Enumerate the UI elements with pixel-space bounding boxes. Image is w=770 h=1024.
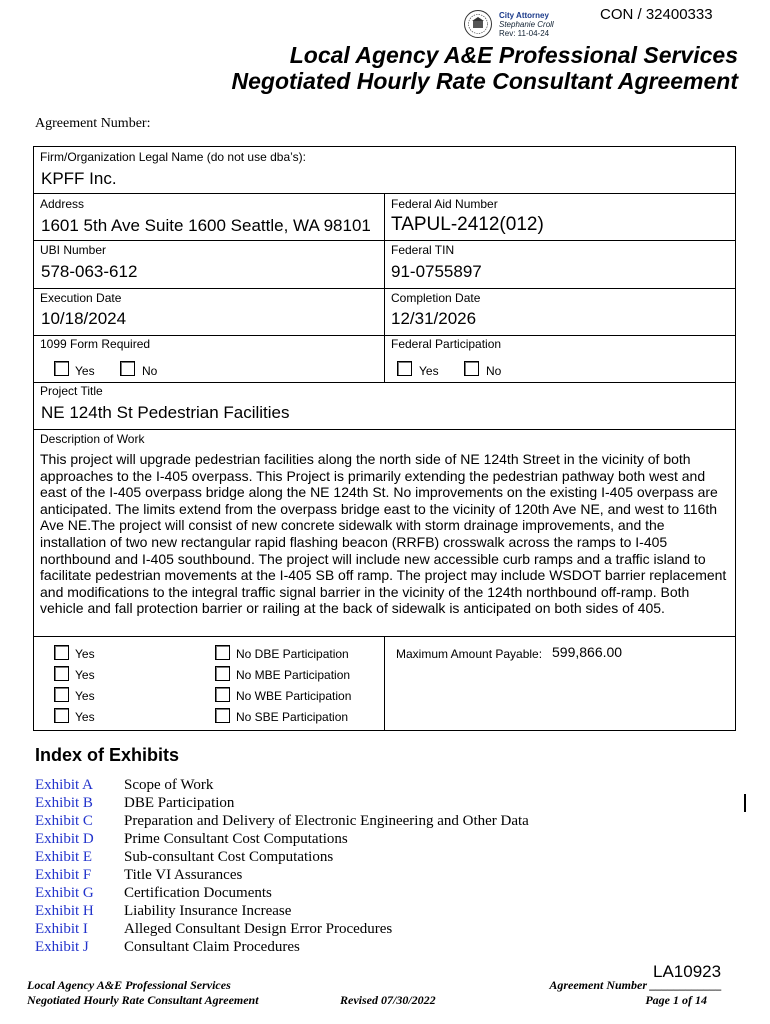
exhibit-b-title: DBE Participation: [124, 795, 235, 811]
firm-name-field[interactable]: KPFF Inc.: [41, 169, 117, 188]
execution-date-field[interactable]: 10/18/2024: [41, 309, 127, 328]
footer-agreement-number: Agreement Number ____________: [549, 978, 722, 992]
footer-title-line-2: Negotiated Hourly Rate Consultant Agreement: [27, 993, 259, 1007]
mbe-yes-checkbox[interactable]: [54, 666, 69, 681]
exhibit-c-link[interactable]: Exhibit C: [35, 813, 93, 829]
exhibit-a-title: Scope of Work: [124, 777, 214, 793]
exhibit-c-title: Preparation and Delivery of Electronic Engineering and Other Data: [124, 813, 529, 829]
description-field[interactable]: This project will upgrade pedestrian facilities along the north side of NE 124th Street in the vicinity of both approaches to the I-405 overpass. This Project is primarily extending the pedestrian pathway both west and east of the I-405 overpass bridge along the NE 124th St. No improvements on the existing I-405 overpass are anticipated. The limits extend from the overpass bridge east to the vicinity of 120th Ave NE, and west to 116th Ave NE.The project will consist of new concrete sidewalk with storm drainage improvements, and the installation of two new rectangular rapid flashing beacon (RRFB) crosswalk across the ramps to I-405 northbound and I-405 southbound. The project will include new accessible curb ramps and a traffic island to facilitate pedestrian movements at the I-405 SB off ramp. The project may include WSDOT barrier replacement and modifications to the integral traffic signal barrier in the vicinity of the 124th northbound off-ramp. Both vehicle and fall protection barrier or railing at the back of sidewalk is anticipated on both sides of 405.: [40, 451, 727, 617]
federal-participation-yes-label: Yes: [419, 364, 439, 378]
document-title-line-1: Local Agency A&E Professional Services: [289, 42, 738, 68]
wbe-yes-label: Yes: [75, 689, 95, 703]
exhibit-row-f: [35, 867, 242, 885]
exhibit-row-j: [35, 939, 300, 957]
address-field[interactable]: 1601 5th Ave Suite 1600 Seattle, WA 98101: [41, 216, 371, 235]
ubi-number-field[interactable]: 578-063-612: [41, 262, 138, 281]
no-mbe-label: No MBE Participation: [236, 668, 351, 682]
stamp-line-1: City Attorney: [499, 11, 549, 20]
exhibit-row-a: [35, 777, 213, 795]
ubi-number-label: UBI Number: [40, 243, 107, 257]
description-label: Description of Work: [40, 432, 145, 446]
exhibit-row-b: [35, 795, 234, 813]
exhibit-d-link[interactable]: Exhibit D: [35, 831, 94, 847]
exhibit-row-i: [35, 921, 392, 939]
exhibit-h-title: Liability Insurance Increase: [124, 903, 292, 919]
exhibit-row-d: [35, 831, 348, 849]
form-1099-yes-label: Yes: [75, 364, 95, 378]
form-1099-no-checkbox[interactable]: [120, 361, 135, 376]
wbe-yes-checkbox[interactable]: [54, 687, 69, 702]
revision-bar: [744, 794, 746, 812]
federal-participation-no-checkbox[interactable]: [464, 361, 479, 376]
max-amount-label: Maximum Amount Payable:: [396, 647, 543, 661]
exhibit-f-link[interactable]: Exhibit F: [35, 867, 92, 883]
no-wbe-checkbox[interactable]: [215, 687, 230, 702]
stamp-line-2: Stephanie Croll: [499, 20, 554, 29]
index-of-exhibits-title: Index of Exhibits: [35, 745, 180, 765]
federal-participation-label: Federal Participation: [391, 337, 502, 351]
no-sbe-label: No SBE Participation: [236, 710, 349, 724]
city-attorney-stamp: [463, 9, 603, 41]
no-wbe-label: No WBE Participation: [236, 689, 352, 703]
footer-title-line-1: Local Agency A&E Professional Services: [27, 978, 231, 992]
address-label: Address: [40, 197, 85, 211]
no-sbe-checkbox[interactable]: [215, 708, 230, 723]
no-dbe-label: No DBE Participation: [236, 647, 349, 661]
dbe-yes-label: Yes: [75, 647, 95, 661]
exhibit-row-h: [35, 903, 291, 921]
federal-aid-number-field[interactable]: TAPUL-2412(012): [391, 214, 544, 235]
footer-page-number: Page 1 of 14: [645, 993, 707, 1007]
exhibit-row-c: [35, 813, 529, 831]
form-1099-label: 1099 Form Required: [40, 337, 151, 351]
exhibit-d-title: Prime Consultant Cost Computations: [124, 831, 348, 847]
exhibit-j-title: Consultant Claim Procedures: [124, 939, 300, 955]
sbe-yes-label: Yes: [75, 710, 95, 724]
sbe-yes-checkbox[interactable]: [54, 708, 69, 723]
exhibit-g-link[interactable]: Exhibit G: [35, 885, 94, 901]
no-mbe-checkbox[interactable]: [215, 666, 230, 681]
exhibit-h-link[interactable]: Exhibit H: [35, 903, 94, 919]
completion-date-label: Completion Date: [391, 291, 481, 305]
firm-name-label: Firm/Organization Legal Name (do not use dba’s):: [40, 150, 306, 164]
form-1099-yes-checkbox[interactable]: [54, 361, 69, 376]
exhibit-g-title: Certification Documents: [124, 885, 272, 901]
mbe-yes-label: Yes: [75, 668, 95, 682]
exhibit-j-link[interactable]: Exhibit J: [35, 939, 89, 955]
exhibit-row-g: [35, 885, 272, 903]
exhibit-i-title: Alleged Consultant Design Error Procedures: [124, 921, 393, 937]
exhibit-b-link[interactable]: Exhibit B: [35, 795, 93, 811]
execution-date-label: Execution Date: [40, 291, 122, 305]
dbe-yes-checkbox[interactable]: [54, 645, 69, 660]
form-code: LA10923: [653, 962, 722, 981]
project-title-field[interactable]: NE 124th St Pedestrian Facilities: [41, 403, 290, 422]
footer-revised-date: Revised 07/30/2022: [340, 993, 436, 1007]
stamp-line-3: Rev: 11-04-24: [499, 29, 550, 38]
federal-participation-no-label: No: [486, 364, 502, 378]
city-seal-icon: [463, 9, 493, 39]
exhibit-f-title: Title VI Assurances: [124, 867, 243, 883]
exhibit-i-link[interactable]: Exhibit I: [35, 921, 88, 937]
no-dbe-checkbox[interactable]: [215, 645, 230, 660]
agreement-form: [33, 146, 736, 731]
exhibit-e-link[interactable]: Exhibit E: [35, 849, 93, 865]
exhibit-a-link[interactable]: Exhibit A: [35, 777, 93, 793]
federal-tin-field[interactable]: 91-0755897: [391, 262, 482, 281]
exhibit-e-title: Sub-consultant Cost Computations: [124, 849, 334, 865]
project-title-label: Project Title: [40, 384, 103, 398]
federal-tin-label: Federal TIN: [391, 243, 455, 257]
max-amount-field[interactable]: 599,866.00: [552, 644, 623, 660]
exhibit-row-e: [35, 849, 333, 867]
completion-date-field[interactable]: 12/31/2026: [391, 309, 477, 328]
document-title-line-2: Negotiated Hourly Rate Consultant Agreement: [231, 68, 738, 94]
con-number: CON / 32400333: [600, 6, 713, 23]
form-1099-no-label: No: [142, 364, 158, 378]
federal-participation-yes-checkbox[interactable]: [397, 361, 412, 376]
federal-aid-number-label: Federal Aid Number: [391, 197, 498, 211]
agreement-number-label: Agreement Number:: [35, 116, 151, 131]
